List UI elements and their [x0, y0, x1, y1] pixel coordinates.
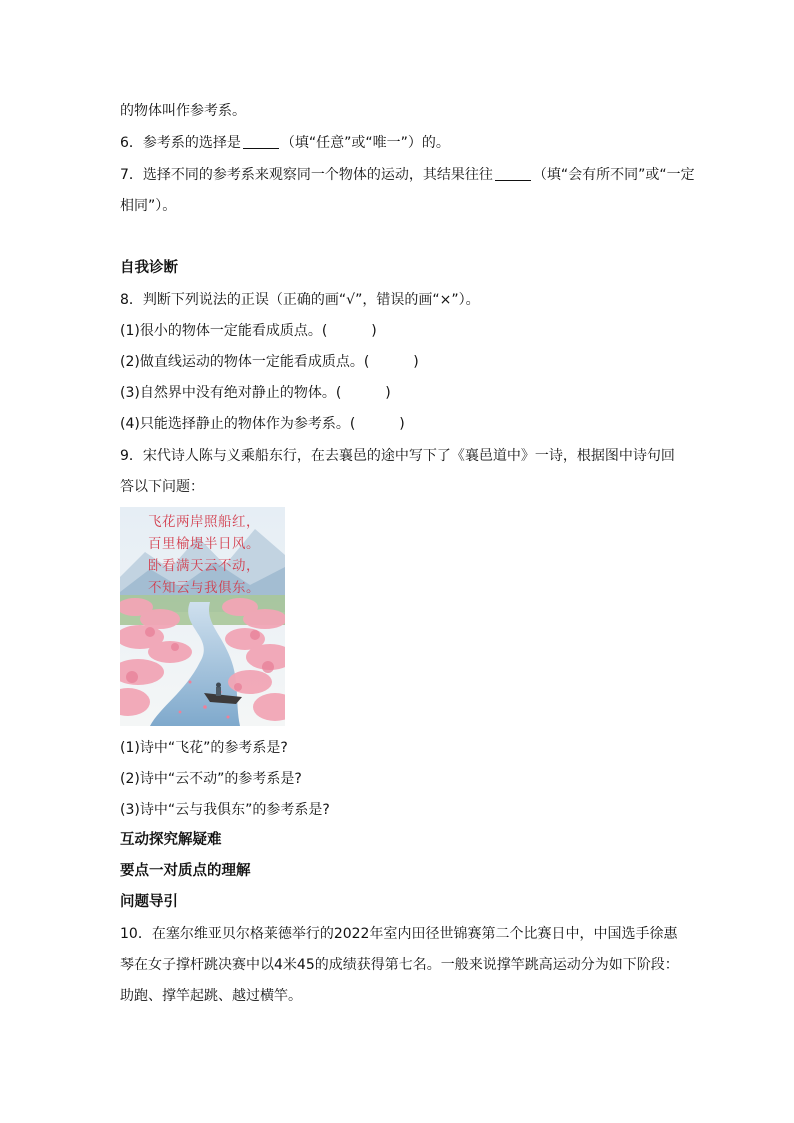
question-9-2: (2)诗中“云不动”的参考系是? [120, 771, 302, 787]
question-9-3: (3)诗中“云与我俱东”的参考系是? [120, 802, 330, 818]
poem-illustration [120, 507, 285, 726]
question-10-cont: 琴在女子撑杆跳决赛中以4米45的成绩获得第七名。一般来说撑竿跳高运动分为如下阶段： [120, 957, 679, 973]
question-8-3: (3)自然界中没有绝对静止的物体。( ) [120, 385, 391, 401]
question-10-cont: 助跑、撑竿起跳、越过横竿。 [120, 988, 302, 1004]
text-line: 的物体叫作参考系。 [120, 103, 246, 119]
question-9-cont: 答以下问题： [120, 479, 204, 495]
section-heading-self-diagnosis: 自我诊断 [120, 260, 178, 276]
question-10: 10．在塞尔维亚贝尔格莱德举行的2022年室内田径世锦赛第二个比赛日中，中国选手徐惠 [120, 926, 678, 942]
poem-line: 飞花两岸照船红， [148, 514, 260, 530]
poem-line: 卧看满天云不动， [148, 558, 260, 574]
section-heading-point-1: 要点一对质点的理解 [120, 863, 251, 879]
poem-text [148, 511, 278, 599]
question-7: 7．选择不同的参考系来观察同一个物体的运动，其结果往往 （填“会有所不同”或“一定 [120, 167, 695, 183]
question-9: 9．宋代诗人陈与义乘船东行，在去襄邑的途中写下了《襄邑道中》一诗，根据图中诗句回 [120, 448, 675, 464]
answer-blank[interactable] [243, 134, 279, 149]
section-heading-guide: 问题导引 [120, 894, 178, 910]
poem-line: 百里榆堤半日风。 [148, 536, 260, 552]
poem-line: 不知云与我俱东。 [148, 580, 260, 596]
question-7-cont: 相同”）。 [120, 198, 177, 214]
question-8-1: (1)很小的物体一定能看成质点。( ) [120, 323, 377, 339]
question-8-4: (4)只能选择静止的物体作为参考系。( ) [120, 416, 405, 432]
question-8-2: (2)做直线运动的物体一定能看成质点。( ) [120, 354, 419, 370]
answer-blank[interactable] [495, 166, 531, 181]
question-9-1: (1)诗中“飞花”的参考系是? [120, 740, 288, 756]
question-6: 6．参考系的选择是 （填“任意”或“唯一”）的。 [120, 135, 450, 151]
section-heading-interactive: 互动探究解疑难 [120, 832, 222, 848]
question-8: 8．判断下列说法的正误（正确的画“√”，错误的画“×”）。 [120, 292, 480, 308]
